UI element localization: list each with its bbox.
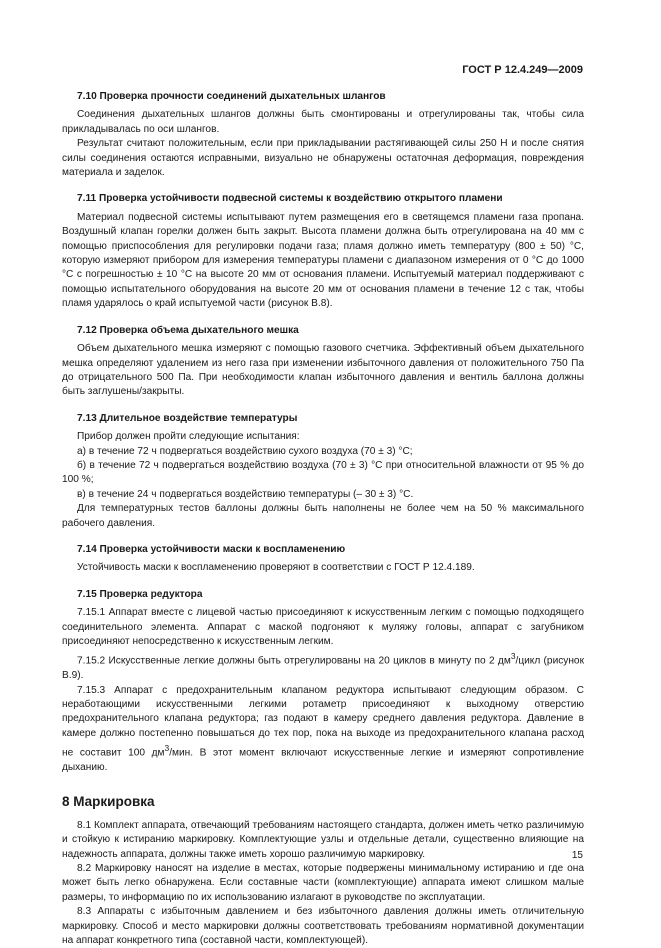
section-7-15-2-superscript: 3 <box>510 651 516 662</box>
section-7-12-title: 7.12 Проверка объема дыхательного мешка <box>77 324 299 336</box>
section-7-15-2-text-a: 7.15.2 Искусственные легкие должны быть отрегулированы на 20 циклов в минуту по 2 дм <box>77 655 511 667</box>
section-7-13-item-a: а) в течение 72 ч подвергаться воздействию сухого воздуха (70 ± 3) °С; <box>77 445 413 457</box>
section-7-15-3-paragraph <box>62 684 584 776</box>
page-content <box>62 90 584 948</box>
section-7-15-1-paragraph: 7.15.1 Аппарат вместе с лицевой частью присоединяют к искусственным легким с помощью подходящего соединительного элемента. Аппарат с маской подгоняют к муляжу головы, аппарат с загубником присоединяют непосредственно к искусственным легким. <box>62 607 584 647</box>
section-7-15-3-superscript: 3 <box>164 743 170 754</box>
section-7-10-title: 7.10 Проверка прочности соединений дыхательных шлангов <box>77 91 386 102</box>
section-7-14-paragraph-1: Устойчивость маски к воспламенению проверяют в соответствии с ГОСТ Р 12.4.189. <box>77 562 475 574</box>
section-7-15-title: 7.15 Проверка редуктора <box>77 588 203 600</box>
section-8-3-paragraph: 8.3 Аппараты с избыточным давлением и без избыточного давления должны иметь отличительную маркировку. Способ и место маркировки должны соответствовать требованиям нормативной документации на аппарат конкретного типа (составной части, комплектующей). <box>62 906 584 947</box>
section-7-15-3-text-a: 7.15.3 Аппарат с предохранительным клапаном редуктора испытывают следующим образом. С неработающими искусственными легкими ротаметр присоединяют к выходному отверстию предохранительного клапана редуктора; газ подают в камеру среднего давления редуктора. Давление в камере должно постепенно повышаться до тех пор, пока на выходе из предохранительного клапана расход не составит 100 дм <box>62 684 584 759</box>
document-code: ГОСТ Р 12.4.249—2009 <box>462 64 583 76</box>
section-7-13-paragraph-1: Прибор должен пройти следующие испытания: <box>77 431 300 443</box>
section-7-14-title: 7.14 Проверка устойчивости маски к воспламенению <box>77 543 346 555</box>
page-number: 15 <box>571 850 583 861</box>
section-7-15-2-paragraph <box>62 649 584 683</box>
section-7-11-title: 7.11 Проверка устойчивости подвесной системы к воздействию открытого пламени <box>77 193 503 205</box>
section-7-15-2-text-b: /цикл (рисунок В.9). <box>62 655 584 682</box>
section-8-1-paragraph: 8.1 Комплект аппарата, отвечающий требованиям настоящего стандарта, должен иметь четко различимую и стойкую к истиранию маркировку. Комплектующие узлы и отдельные детали, существенно влияющие на надежность аппарата, должны также иметь хорошо различимую маркировку. <box>62 819 584 860</box>
section-7-13-title: 7.13 Длительное воздействие температуры <box>77 412 298 424</box>
section-7-10-paragraph-2: Результат считают положительным, если при прикладывании растягивающей силы 250 Н и после снятия силы соединения остаются исправными, визуально не обнаружены остаточная деформация, повреждения материала и заделок. <box>62 138 584 179</box>
section-7-13-paragraph-2: Для температурных тестов баллоны должны быть наполнены не более чем на 50 % максимального рабочего давления. <box>62 503 584 529</box>
section-7-11-paragraph-1: Материал подвесной системы испытывают путем размещения его в светящемся пламени газа пропана. Воздушный клапан горелки должен быть закрыт. Высота пламени должна быть отрегулирована на 40 мм с помощью приспособления для регулировки подачи газа; пламя должно иметь температуру (800 ± 50) °С, которую измеряют прибором для измерения температуры пламени с диапазоном измерения от 0 °С до 1000 °С с погрешностью ± 10 °С на высоте 20 мм от основания пламени. Испытуемый материал поддерживают с помощью испытательного оборудования на высоте 20 мм от основания пламени в течение 12 с так, чтобы пламя ударялось о край испытуемой части (рисунок В.8). <box>62 211 584 310</box>
section-7-13-item-c: в) в течение 24 ч подвергаться воздействию температуры (– 30 ± 3) °С. <box>77 488 414 500</box>
section-8-2-paragraph: 8.2 Маркировку наносят на изделие в местах, которые подвержены минимальному истиранию и где она может быть легко обнаружена. Если составные части (комплектующие) аппарата имеют слишком малые размеры, то информацию по их использованию излагают в руководстве по эксплуатации. <box>62 863 584 903</box>
section-7-10-paragraph-1: Соединения дыхательных шлангов должны быть смонтированы и отрегулированы так, чтобы сила прикладывалась по оси шлангов. <box>62 109 584 135</box>
section-8-title: 8 Маркировка <box>62 794 155 810</box>
section-7-12-paragraph-1: Объем дыхательного мешка измеряют с помощью газового счетчика. Эффективный объем дыхательного мешка определяют удалением из него газа при изменении избыточного давления от положительного 750 Па до отрицательного 500 Па. При необходимости клапан избыточного давления и вентиль баллона должны быть заглушены/закрыты. <box>62 343 584 398</box>
section-7-15-3-text-b: /мин. В этот момент включают искусственные легкие и измеряют сопротивление дыханию. <box>62 747 584 773</box>
section-7-13-item-b: б) в течение 72 ч подвергаться воздействию воздуха (70 ± 3) °С при относительной влажности от 95 % до 100 %; <box>62 459 584 486</box>
